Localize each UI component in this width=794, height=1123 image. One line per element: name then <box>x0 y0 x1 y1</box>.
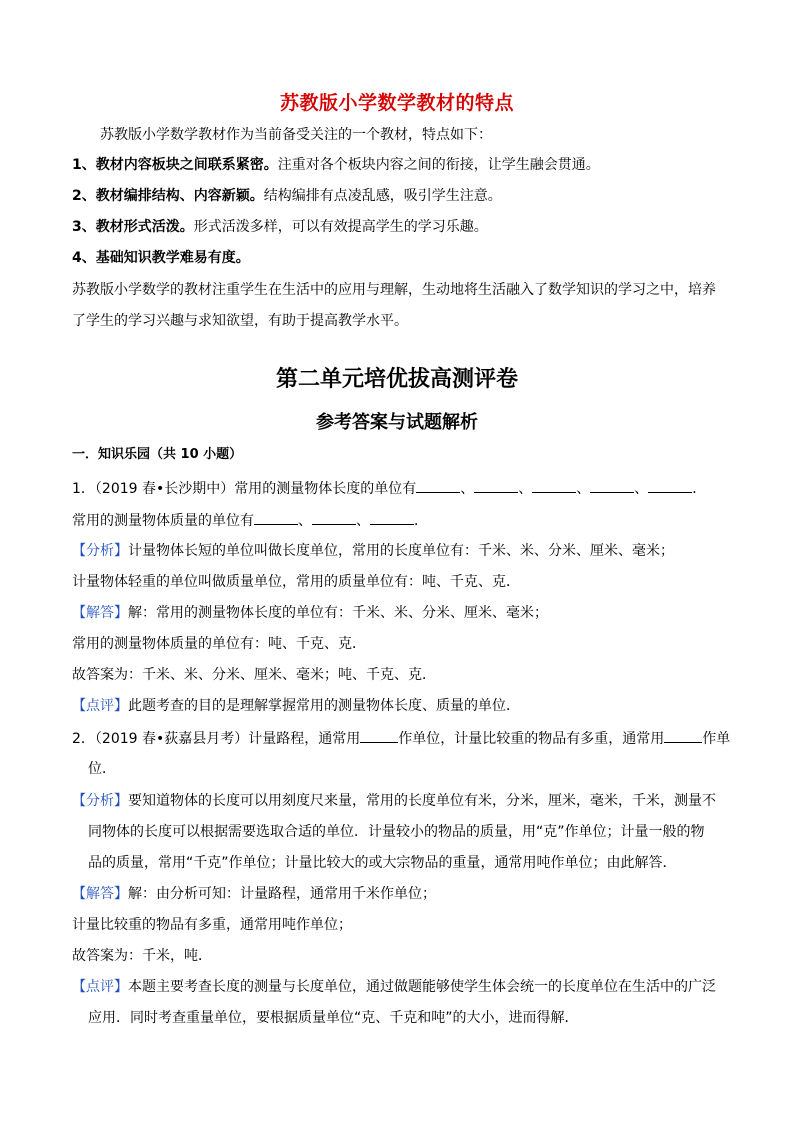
solution-text: 解：由分析可知：计量路程，通常用千米作单位； <box>128 886 436 902</box>
q1-analysis-line-1 <box>72 541 722 561</box>
feature-item-body: 结构编排有点凌乱感，吸引学生注意。 <box>263 188 502 204</box>
feature-item-body: 注重对各个板块内容之间的衔接，让学生融会贯通。 <box>277 157 600 173</box>
q1-stem-line-2 <box>72 510 722 531</box>
q2-stem-text: 2．（2019 春•荻嘉县月考）计量路程，通常用 <box>72 731 361 747</box>
feature-item-head: 1、教材内容板块之间联系紧密。 <box>72 157 278 173</box>
comment-text: 本题主要考查长度的测量与长度单位，通过做题能够使学生体会统一的长度单位在生活中的广泛 <box>128 979 716 995</box>
separator: 、 <box>576 481 591 497</box>
answer-blank[interactable] <box>416 478 460 493</box>
separator: 、 <box>460 481 475 497</box>
answer-blank[interactable] <box>590 478 634 493</box>
q2-comment-line-2: 应用．同时考查重量单位，要根据质量单位“克、千克和吨”的大小，进而得解． <box>88 1010 579 1026</box>
q1-comment <box>72 696 722 716</box>
period: ． <box>692 481 707 497</box>
answer-blank[interactable] <box>370 510 414 525</box>
q1-stem-text: 常用的测量物体质量的单位有 <box>72 513 254 529</box>
comment-text: 此题考查的目的是理解掌握常用的测量物体长度、质量的单位． <box>128 698 520 714</box>
feature-item-1 <box>72 155 722 175</box>
q2-solution-line-2: 计量比较重的物品有多重，通常用吨作单位； <box>72 917 352 933</box>
comment-tag: 【点评】 <box>72 698 128 714</box>
q2-analysis-line-1 <box>72 791 722 811</box>
q2-stem-line-2: 位． <box>88 761 116 777</box>
solution-tag: 【解答】 <box>72 886 128 902</box>
q2-stem-text: 作单 <box>702 731 731 747</box>
answer-blank[interactable] <box>360 728 398 743</box>
analysis-text: 要知道物体的长度可以用刻度尺来量，常用的长度单位有米，分米，厘米，毫米，千米，测量不 <box>128 793 716 809</box>
q2-stem-text: 作单位，计量比较重的物品有多重，通常用 <box>398 731 665 747</box>
solution-text: 解：常用的测量物体长度的单位有：千米、米、分米、厘米、毫米； <box>128 605 548 621</box>
q1-stem-line-1 <box>72 478 722 499</box>
separator: 、 <box>298 513 312 529</box>
q2-stem-line-1 <box>72 728 731 749</box>
answer-blank[interactable] <box>474 478 518 493</box>
q1-answer: 故答案为：千米、米、分米、厘米、毫米；吨、千克、克． <box>72 667 436 683</box>
q1-analysis-line-2: 计量物体轻重的单位叫做质量单位，常用的质量单位有：吨、千克、克． <box>72 574 520 590</box>
solution-tag: 【解答】 <box>72 605 128 621</box>
q1-solution-line-1 <box>72 603 722 623</box>
feature-item-head: 2、教材编排结构、内容新颖。 <box>72 188 264 204</box>
q1-stem-text: 1．（2019 春•长沙期中）常用的测量物体长度的单位有 <box>72 481 417 497</box>
test-title: 第二单元培优拔高测评卷 <box>275 367 518 392</box>
q2-analysis-line-3: 品的质量，常用“千克”作单位；计量比较大的或大宗物品的重量，通常用吨作单位；由此解答． <box>88 855 677 871</box>
features-intro: 苏教版小学数学教材作为当前备受关注的一个教材，特点如下： <box>100 127 492 143</box>
q2-comment-line-1 <box>72 977 722 997</box>
feature-item-body: 形式活泼多样，可以有效提高学生的学习乐趣。 <box>193 219 488 235</box>
analysis-tag: 【分析】 <box>72 543 128 559</box>
features-summary-line-1: 苏教版小学数学的教材注重学生在生活中的应用与理解，生动地将生活融入了数学知识的学习之中，培养 <box>72 282 716 298</box>
q2-answer: 故答案为：千米，吨． <box>72 948 212 964</box>
section-heading: 一．知识乐园（共 10 小题） <box>72 447 243 462</box>
answer-blank[interactable] <box>312 510 356 525</box>
comment-tag: 【点评】 <box>72 979 128 995</box>
answer-blank[interactable] <box>648 478 692 493</box>
feature-item-4 <box>72 248 722 268</box>
q1-solution-line-2: 常用的测量物体质量的单位有：吨、千克、克． <box>72 636 366 652</box>
answer-blank[interactable] <box>664 728 702 743</box>
feature-item-head: 4、基础知识教学难易有度。 <box>72 250 250 266</box>
analysis-tag: 【分析】 <box>72 793 128 809</box>
period: ． <box>414 513 428 529</box>
feature-item-head: 3、教材形式活泼。 <box>72 219 194 235</box>
features-title: 苏教版小学数学教材的特点 <box>279 92 514 114</box>
separator: 、 <box>634 481 649 497</box>
q2-analysis-line-2: 同物体的长度可以根据需要选取合适的单位．计量较小的物品的质量，用“克”作单位；计量一般的物 <box>88 824 705 840</box>
answer-blank[interactable] <box>532 478 576 493</box>
features-summary-line-2: 了学生的学习兴趣与求知欲望，有助于提高教学水平。 <box>72 313 408 329</box>
test-subtitle: 参考答案与试题解析 <box>316 412 478 433</box>
separator: 、 <box>518 481 533 497</box>
separator: 、 <box>356 513 370 529</box>
analysis-text: 计量物体长短的单位叫做长度单位，常用的长度单位有：千米、米、分米、厘米、毫米； <box>128 543 674 559</box>
q2-solution-line-1 <box>72 884 722 904</box>
answer-blank[interactable] <box>254 510 298 525</box>
feature-item-2 <box>72 186 722 206</box>
feature-item-3 <box>72 217 722 237</box>
